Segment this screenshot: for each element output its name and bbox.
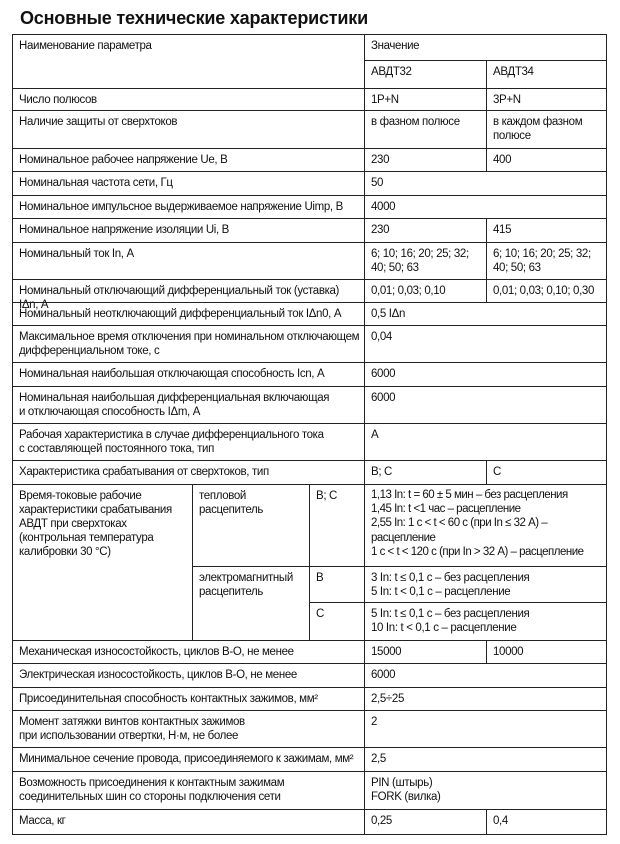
cell-text: C bbox=[316, 608, 324, 620]
cell-text: Число полюсов bbox=[19, 94, 97, 106]
cell-text: FORK (вилка) bbox=[371, 791, 441, 803]
cell-text: соединительных шин со стороны подключения сети bbox=[19, 791, 281, 803]
header-value bbox=[364, 34, 606, 60]
cell-text: электромагнитный bbox=[199, 572, 293, 584]
cell-text: (контрольная температура bbox=[19, 532, 154, 544]
row-diff-breaking-name bbox=[12, 386, 364, 423]
cell-text: 0,01; 0,03; 0,10; 0,30 bbox=[493, 285, 594, 297]
row-insul-v2 bbox=[486, 218, 606, 242]
cell-text: 230 bbox=[371, 224, 390, 236]
row-overcurrent-name bbox=[12, 460, 364, 484]
cell-text: 15000 bbox=[371, 646, 402, 658]
cell-text: B; C bbox=[371, 466, 392, 478]
row-mech-v2 bbox=[486, 640, 606, 663]
cell-text: Рабочая характеристика в случае дифференциального тока bbox=[19, 429, 324, 441]
cell-text: калибровки 30 °С) bbox=[19, 546, 111, 558]
cell-text: 6; 10; 16; 20; 25; 32; bbox=[371, 248, 469, 260]
cell-text: Электрическая износостойкость, циклов В-О, не менее bbox=[19, 669, 297, 681]
cell-text: расцепление bbox=[371, 531, 436, 544]
cell-text: 0,01; 0,03; 0,10 bbox=[371, 285, 446, 297]
cell-text: 0,4 bbox=[493, 815, 508, 827]
cell-text: полюсе bbox=[493, 130, 531, 142]
row-mass-v1 bbox=[364, 809, 486, 834]
cell-text: 40; 50; 63 bbox=[493, 262, 541, 274]
row-terminal-v bbox=[364, 687, 606, 710]
cell-text: 10 In: t < 0,1 с – расцепление bbox=[371, 622, 517, 634]
header-model2-text: АВДТ34 bbox=[493, 66, 534, 78]
cell-text: и отключающая способность IΔm, А bbox=[19, 406, 201, 418]
magnetic-label bbox=[192, 566, 309, 640]
row-mass-name bbox=[12, 809, 364, 834]
cell-text: Номинальный неотключающий дифференциальный ток IΔn0, А bbox=[19, 308, 342, 320]
header-model2 bbox=[486, 60, 606, 88]
cell-text: при использовании отвертки, Н·м, не более bbox=[19, 730, 239, 742]
row-insul-v1 bbox=[364, 218, 486, 242]
cell-text: 415 bbox=[493, 224, 512, 236]
cell-text: B; C bbox=[316, 490, 337, 502]
cell-text: 3 In: t ≤ 0,1 с – без расцепления bbox=[371, 572, 530, 584]
row-mech-name bbox=[12, 640, 364, 663]
cell-text: 0,5 IΔn bbox=[371, 308, 406, 320]
row-impulse-name bbox=[12, 195, 364, 218]
row-poles-v1 bbox=[364, 88, 486, 110]
row-overcurrent-v2 bbox=[486, 460, 606, 484]
cell-text: дифференциальном токе, с bbox=[19, 345, 160, 357]
thermal-label bbox=[192, 484, 309, 566]
row-trip-diff-name bbox=[12, 279, 364, 311]
cell-text: PIN (штырь) bbox=[371, 777, 433, 789]
cell-text: 6000 bbox=[371, 392, 396, 404]
header-model1-text: АВДТ32 bbox=[371, 66, 412, 78]
cell-text: Номинальная наибольшая дифференциальная включающая bbox=[19, 392, 330, 404]
row-min-section-name bbox=[12, 747, 364, 771]
magnetic-c-values bbox=[364, 602, 606, 640]
cell-text: 6; 10; 16; 20; 25; 32; bbox=[493, 248, 591, 260]
row-busbar-v bbox=[364, 771, 606, 809]
row-busbar-name bbox=[12, 771, 364, 809]
cell-text: B bbox=[316, 572, 324, 584]
cell-text: 6000 bbox=[371, 368, 396, 380]
cell-text: Номинальная частота сети, Гц bbox=[19, 177, 173, 189]
cell-text: Масса, кг bbox=[19, 815, 66, 827]
cell-text: 1 с < t < 120 с (при In > 32 А) – расцепление bbox=[371, 545, 584, 558]
row-diff-breaking-v bbox=[364, 386, 606, 423]
cell-text: Механическая износостойкость, циклов В-О, не менее bbox=[19, 646, 294, 658]
cell-text: 3P+N bbox=[493, 94, 521, 106]
cell-text: 5 In: t < 0,1 с – расцепление bbox=[371, 586, 511, 598]
cell-text: в фазном полюсе bbox=[371, 116, 460, 128]
cell-text: 1,45 In: t <1 час – расцепление bbox=[371, 503, 521, 516]
row-current-v1 bbox=[364, 242, 486, 279]
cell-text: Присоединительная способность контактных зажимов, мм² bbox=[19, 693, 318, 705]
cell-text: Номинальный отключающий дифференциальный ток (уставка) IΔn, А bbox=[19, 285, 340, 311]
thermal-values bbox=[364, 484, 606, 566]
cell-text: 2,55 In: 1 с < t < 60 с (при In ≤ 32 А) – bbox=[371, 517, 548, 530]
row-trip-diff-v1 bbox=[364, 279, 486, 302]
cell-text: C bbox=[493, 466, 501, 478]
row-voltage-v1 bbox=[364, 148, 486, 171]
row-timecurrent-name bbox=[12, 484, 192, 640]
cell-text: расцепитель bbox=[199, 586, 264, 598]
cell-text: 10000 bbox=[493, 646, 524, 658]
row-notrip-diff-name bbox=[12, 302, 364, 325]
magnetic-type-c bbox=[309, 602, 364, 640]
row-current-name bbox=[12, 242, 364, 279]
cell-text: 1P+N bbox=[371, 94, 399, 106]
cell-text: 2,5÷25 bbox=[371, 693, 404, 705]
cell-text: Возможность присоединения к контактным зажимам bbox=[19, 777, 285, 789]
cell-text: 2,5 bbox=[371, 753, 386, 765]
row-mass-v2 bbox=[486, 809, 606, 834]
row-terminal-name bbox=[12, 687, 364, 710]
row-work-char-name bbox=[12, 423, 364, 460]
table-right-border bbox=[606, 34, 607, 835]
cell-text: 6000 bbox=[371, 669, 396, 681]
cell-text: 400 bbox=[493, 154, 512, 166]
cell-text: 4000 bbox=[371, 201, 396, 213]
row-protection-v2 bbox=[486, 110, 606, 148]
header-model1 bbox=[364, 60, 486, 88]
cell-text: Номинальное импульсное выдерживаемое напряжение Uimp, В bbox=[19, 201, 343, 213]
row-protection-name bbox=[12, 110, 364, 148]
cell-text: 40; 50; 63 bbox=[371, 262, 419, 274]
row-freq-name bbox=[12, 171, 364, 195]
row-breaking-v bbox=[364, 362, 606, 386]
row-notrip-diff-v bbox=[364, 302, 606, 325]
row-max-time-v bbox=[364, 325, 606, 362]
cell-text: 5 In: t ≤ 0,1 с – без расцепления bbox=[371, 608, 530, 620]
cell-text: в каждом фазном bbox=[493, 116, 583, 128]
row-poles-v2 bbox=[486, 88, 606, 110]
cell-text: Номинальное рабочее напряжение Ue, В bbox=[19, 154, 228, 166]
page-title: Основные технические характеристики bbox=[20, 8, 368, 28]
cell-text: Наличие защиты от сверхтоков bbox=[19, 116, 178, 128]
row-elec-v bbox=[364, 663, 606, 687]
cell-text: Номинальная наибольшая отключающая способность Icn, А bbox=[19, 368, 325, 380]
cell-text: Номинальный ток In, А bbox=[19, 248, 134, 260]
row-voltage-name bbox=[12, 148, 364, 171]
header-param-text: Наименование параметра bbox=[19, 40, 152, 52]
row-trip-diff-v2 bbox=[486, 279, 606, 302]
row-poles-name bbox=[12, 88, 364, 110]
header-value-text: Значение bbox=[371, 40, 420, 52]
cell-text: расцепитель bbox=[199, 504, 264, 516]
cell-text: с составляющей постоянного тока, тип bbox=[19, 443, 214, 455]
row-impulse-v bbox=[364, 195, 606, 218]
header-param bbox=[12, 34, 364, 88]
row-work-char-v bbox=[364, 423, 606, 460]
row-mech-v1 bbox=[364, 640, 486, 663]
row-overcurrent-v1 bbox=[364, 460, 486, 484]
row-torque-name bbox=[12, 710, 364, 747]
row-voltage-v2 bbox=[486, 148, 606, 171]
row-breaking-name bbox=[12, 362, 364, 386]
row-min-section-v bbox=[364, 747, 606, 771]
row-insul-name bbox=[12, 218, 364, 242]
cell-text: А bbox=[371, 429, 379, 441]
row-torque-v bbox=[364, 710, 606, 747]
magnetic-type-b bbox=[309, 566, 364, 602]
table-bottom-border bbox=[12, 834, 607, 835]
cell-text: Минимальное сечение провода, присоединяемого к зажимам, мм² bbox=[19, 753, 354, 765]
thermal-type bbox=[309, 484, 364, 566]
cell-text: 50 bbox=[371, 177, 384, 189]
row-max-time-name bbox=[12, 325, 364, 362]
row-freq-v bbox=[364, 171, 606, 195]
row-protection-v1 bbox=[364, 110, 486, 148]
cell-text: 0,25 bbox=[371, 815, 392, 827]
cell-text: Номинальное напряжение изоляции Ui, В bbox=[19, 224, 229, 236]
cell-text: 1,13 In: t = 60 ± 5 мин – без расцепления bbox=[371, 489, 568, 501]
cell-text: 2 bbox=[371, 716, 378, 728]
cell-text: Максимальное время отключения при номинальном отключающем bbox=[19, 331, 360, 343]
cell-text: Характеристика срабатывания от сверхтоков, тип bbox=[19, 466, 269, 478]
magnetic-b-values bbox=[364, 566, 606, 602]
row-current-v2 bbox=[486, 242, 606, 279]
cell-text: тепловой bbox=[199, 490, 246, 502]
cell-text: 230 bbox=[371, 154, 390, 166]
cell-text: 0,04 bbox=[371, 331, 392, 343]
cell-text: Время-токовые рабочие bbox=[19, 490, 142, 502]
cell-text: Момент затяжки винтов контактных зажимов bbox=[19, 716, 245, 728]
row-elec-name bbox=[12, 663, 364, 687]
cell-text: характеристики срабатывания bbox=[19, 504, 172, 516]
cell-text: АВДТ при сверхтоках bbox=[19, 518, 127, 530]
